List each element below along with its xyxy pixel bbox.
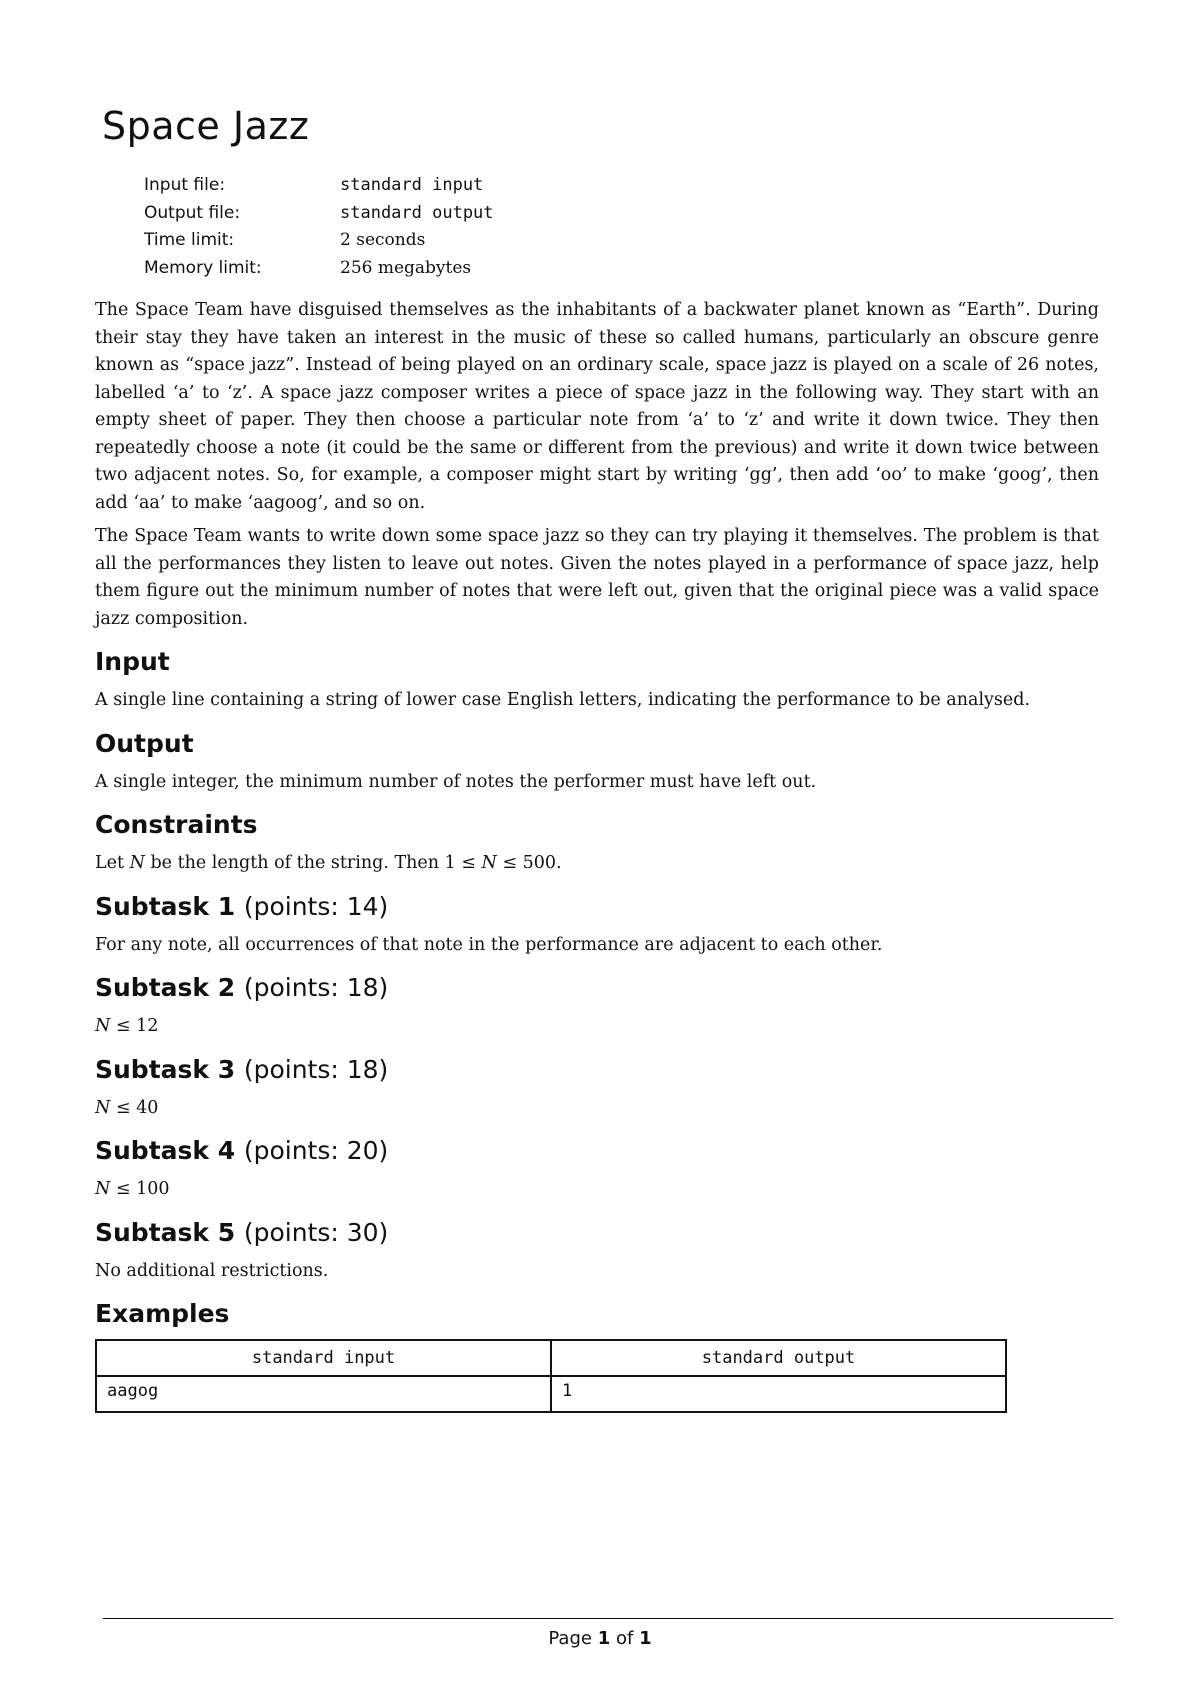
footer-divider bbox=[103, 1618, 1113, 1619]
constraints-text-mid: be the length of the string. Then 1 ≤ bbox=[144, 853, 482, 873]
output-heading: Output bbox=[95, 728, 194, 758]
subtask-5-heading bbox=[95, 1218, 1099, 1248]
subtask-label: Subtask 2 bbox=[95, 973, 236, 1002]
math-var: N bbox=[95, 1016, 111, 1036]
subtask-points: (points: 20) bbox=[243, 1136, 389, 1165]
meta-key: Input file: bbox=[144, 175, 226, 195]
subtask-4-text bbox=[95, 1176, 1099, 1204]
footer-page-number: 1 bbox=[597, 1628, 611, 1649]
subtask-5-text: No additional restrictions. bbox=[95, 1260, 329, 1281]
problem-content bbox=[95, 297, 1099, 1413]
subtask-points: (points: 18) bbox=[243, 1054, 389, 1084]
meta-row-memory-limit bbox=[144, 255, 494, 283]
subtask-condition: ≤ 12 bbox=[110, 1016, 159, 1036]
meta-row-input-file bbox=[144, 172, 494, 200]
footer-of-word: of bbox=[615, 1628, 634, 1649]
subtask-3-text bbox=[95, 1095, 1099, 1123]
examples-table bbox=[95, 1339, 1007, 1413]
meta-value: standard output bbox=[340, 202, 494, 223]
meta-key: Time limit: bbox=[144, 230, 235, 250]
subtask-label: Subtask 3 bbox=[95, 1054, 236, 1084]
subtask-3-heading bbox=[95, 1055, 1099, 1085]
subtask-label: Subtask 4 bbox=[95, 1136, 236, 1165]
constraints-text-after: ≤ 500. bbox=[496, 853, 562, 873]
example-output-cell: 1 bbox=[551, 1376, 1006, 1412]
subtask-condition: ≤ 40 bbox=[110, 1097, 159, 1118]
constraints-text-before: Let bbox=[95, 853, 130, 873]
subtask-points: (points: 30) bbox=[243, 1217, 389, 1247]
meta-value: 2 seconds bbox=[340, 230, 426, 250]
subtask-points: (points: 14) bbox=[243, 891, 389, 921]
statement-paragraph: The Space Team wants to write down some space jazz so they can try playing it themselves. The problem is that all the performances they listen to leave out notes. Given the notes played in a performance of space jazz, help them figure out the minimum number of notes that were left out, given that the original piece was a valid space jazz composition. bbox=[95, 526, 1099, 629]
output-text: A single integer, the minimum number of notes the performer must have left out. bbox=[95, 771, 817, 792]
subtask-4-heading bbox=[95, 1136, 1099, 1166]
input-text: A single line containing a string of lower case English letters, indicating the performance to be analysed. bbox=[95, 690, 1031, 710]
problem-meta bbox=[144, 172, 494, 282]
footer-page-total: 1 bbox=[639, 1628, 652, 1649]
subtask-1-heading bbox=[95, 892, 1099, 922]
constraints-heading: Constraints bbox=[95, 810, 258, 839]
problem-title: Space Jazz bbox=[102, 104, 310, 148]
subtask-2-heading bbox=[95, 973, 1099, 1003]
meta-key: Memory limit: bbox=[144, 257, 262, 278]
subtask-2-text bbox=[95, 1013, 1099, 1041]
meta-key: Output file: bbox=[144, 202, 241, 223]
page-footer bbox=[0, 1628, 1200, 1649]
examples-heading: Examples bbox=[95, 1299, 230, 1328]
subtask-1-text: For any note, all occurrences of that note in the performance are adjacent to each other. bbox=[95, 934, 883, 955]
footer-page-word: Page bbox=[548, 1628, 592, 1649]
input-heading: Input bbox=[95, 647, 170, 676]
subtask-label: Subtask 5 bbox=[95, 1217, 236, 1247]
math-var: N bbox=[95, 1097, 111, 1118]
example-input-cell: aagog bbox=[96, 1376, 551, 1412]
meta-row-output-file bbox=[144, 200, 494, 228]
statement-paragraph: The Space Team have disguised themselves as the inhabitants of a backwater planet known as “Earth”. During their stay they have taken an interest in the music of these so called humans, particularly an obscure genre known as “space jazz”. Instead of being played on an ordinary scale, space jazz is played on a scale of 26 notes, labelled ‘a’ to ‘z’. A space jazz composer writes a piece of space jazz in the following way. They start with an empty sheet of paper. They then choose a particular note from ‘a’ to ‘z’ and write it down twice. They then repeatedly choose a note (it could be the same or different from the previous) and write it down twice between two adjacent notes. So, for example, a composer might start by writing ‘gg’, then add ‘oo’ to make ‘goog’, then add ‘aa’ to make ‘aagoog’, and so on. bbox=[95, 300, 1099, 513]
examples-col-output: standard output bbox=[551, 1340, 1006, 1376]
meta-value: 256 megabytes bbox=[340, 257, 472, 278]
math-var: N bbox=[481, 853, 497, 873]
subtask-points: (points: 18) bbox=[243, 973, 389, 1002]
constraints-text bbox=[95, 850, 1099, 878]
examples-header-row bbox=[96, 1340, 1006, 1376]
math-var: N bbox=[129, 853, 145, 873]
meta-value: standard input bbox=[340, 175, 484, 195]
math-var: N bbox=[95, 1179, 111, 1199]
meta-row-time-limit bbox=[144, 227, 494, 255]
subtask-label: Subtask 1 bbox=[95, 891, 236, 921]
subtask-condition: ≤ 100 bbox=[110, 1179, 170, 1199]
table-row bbox=[96, 1376, 1006, 1412]
examples-col-input: standard input bbox=[96, 1340, 551, 1376]
